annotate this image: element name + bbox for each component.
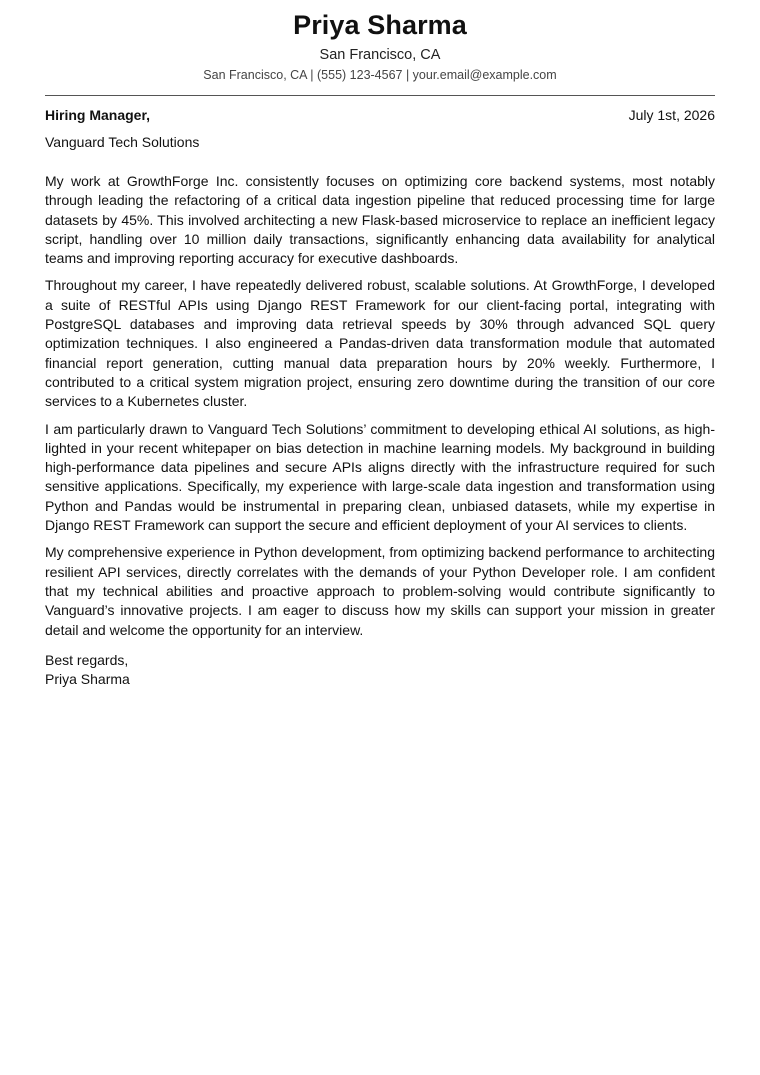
recipient-date-row: [45, 106, 715, 124]
letter-closing: [45, 651, 715, 690]
body-paragraph: I am particularly drawn to Vanguard Tech Solutions’ commitment to developing ethical AI solutions, as highlighted in your recent whitepaper on bias detection in machine learning models. My background in building high-performance data pipelines and secure APIs aligns directly with the infrastructure required for such sensitive applications. Specifically, my experience with large-scale data ingestion and transformation using Python and Pandas would be instrumental in preparing clean, unbiased datasets, while my expertise in Django REST Framework can support the secure and efficient deployment of your AI services to clients.: [45, 420, 715, 534]
recipient-salutation: Hiring Manager,: [45, 107, 151, 123]
body-paragraph: Throughout my career, I have repeatedly delivered robust, scalable solutions. At GrowthForge, I developed a suite of RESTful APIs using Django REST Framework for our client-facing portal, integrating with PostgreSQL databases and improving data retrieval speeds by 30% through advanced SQL query optimization techniques. I also engineered a Pandas-driven data transformation module that automated financial report generation, cutting manual data preparation hours by 20% weekly. Furthermore, I contributed to a critical system migration project, ensuring zero downtime during the transition of our core services to a Kubernetes cluster.: [45, 277, 715, 410]
body-paragraph: My work at GrowthForge Inc. consistently focuses on optimizing core backend systems, most notably through leading the refactoring of a critical data ingestion pipeline that reduced processing time for large datasets by 45%. This involved architecting a new Flask-based microservice to replace an inefficient legacy script, handling over 10 million daily transactions, significantly enhancing data availability for analytical teams and improving reporting accuracy for executive dashboards.: [45, 173, 715, 267]
recipient-company: Vanguard Tech Solutions: [45, 134, 200, 150]
sender-location: San Francisco, CA: [319, 47, 441, 63]
body-paragraph: My comprehensive experience in Python development, from optimizing backend performance to architecting resilient API services, directly correlates with the demands of your Python Developer role. I am confident that my technical abilities and proactive approach to problem-solving would contribute significantly to Vanguard’s innovative projects. I am eager to discuss how my skills can support your mission in greater detail and welcome the opportunity for an interview.: [45, 544, 715, 638]
sender-name: Priya Sharma: [293, 10, 467, 40]
letter-date: July 1st, 2026: [628, 107, 715, 123]
letter-header: [45, 0, 715, 83]
closing-phrase: Best regards,: [45, 651, 129, 668]
sender-contact-line: San Francisco, CA | (555) 123-4567 | your.email@example.com: [203, 68, 557, 82]
signature-name: Priya Sharma: [45, 671, 130, 688]
letter-body: [45, 172, 715, 640]
header-divider: [45, 95, 715, 96]
